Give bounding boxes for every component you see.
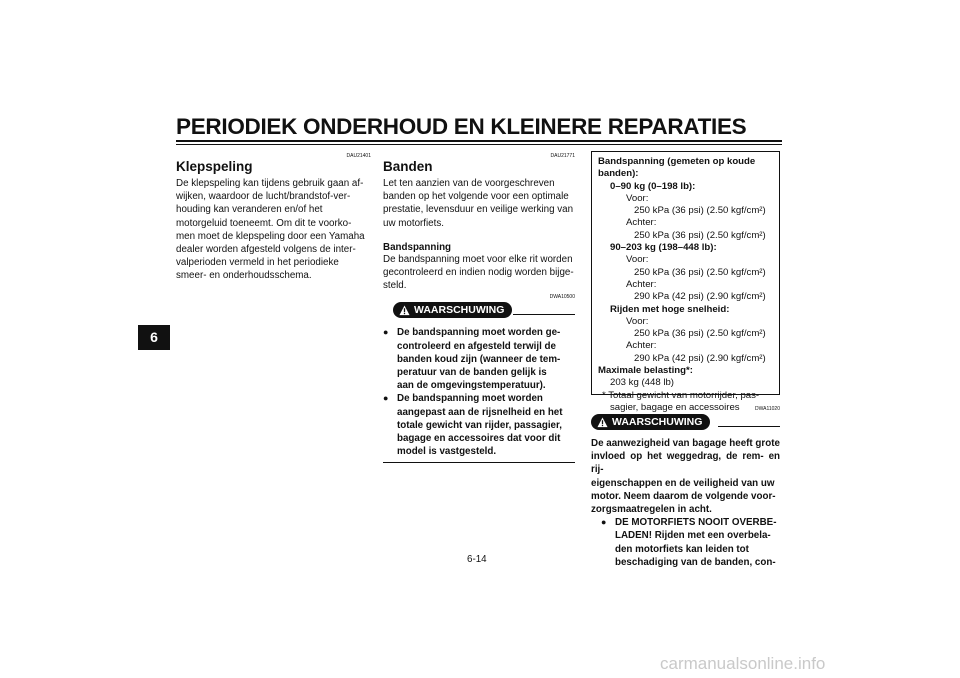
pressure-value: 290 kPa (42 psi) (2.90 kgf/cm²): [634, 352, 766, 364]
bullet-dot-icon: ●: [383, 393, 389, 404]
max-load-label: Maximale belasting*:: [598, 365, 693, 377]
text-line: De aanwezigheid van bagage heeft grote: [591, 438, 780, 449]
text-line: eigenschappen en de veiligheid van uw: [591, 477, 775, 489]
footnote: * Totaal gewicht van motorrijder, pas-: [602, 389, 760, 401]
text-line: De klepspeling kan tijdens gebruik gaan af-: [176, 178, 364, 189]
text-line: gecontroleerd en indien nodig worden bijge-: [383, 267, 574, 279]
text-line: prestatie, levensduur en veilige werking van: [383, 204, 574, 216]
column-1: [176, 153, 371, 283]
rear-label: Achter:: [626, 278, 657, 290]
pressure-value: 250 kPa (36 psi) (2.50 kgf/cm²): [634, 266, 766, 278]
rear-label: Achter:: [626, 340, 657, 352]
paragraph: [176, 177, 371, 283]
text-line: aan de omgevingstemperatuur).: [397, 380, 546, 392]
warning-header: [383, 302, 575, 322]
text-line: uw motorfiets.: [383, 217, 444, 229]
paragraph: [383, 253, 575, 293]
warning-rule: [718, 426, 780, 427]
warning-code: DWA11020: [754, 406, 780, 412]
box-title: banden):: [598, 168, 639, 180]
subheading: Bandspanning: [383, 241, 452, 253]
section-heading: Banden: [383, 159, 433, 174]
text-line: Let ten aanzien van de voorgeschreven: [383, 178, 555, 189]
front-label: Voor:: [626, 254, 649, 266]
column-3-warning: [591, 406, 780, 569]
text-line: houding kan veranderen en/of het: [176, 204, 323, 216]
text-line: invloed op het weggedrag, de rem- en rij-: [591, 451, 780, 476]
text-line: controleerd en afgesteld terwijl de: [397, 340, 556, 352]
text-line: banden koud zijn (wanneer de tem-: [397, 353, 561, 365]
load-range: Rijden met hoge snelheid:: [610, 303, 730, 315]
warning-badge: [591, 414, 710, 430]
text-line: totale gewicht van rijder, passagier,: [397, 419, 562, 431]
pressure-value: 290 kPa (42 psi) (2.90 kgf/cm²): [634, 291, 766, 303]
text-line: bagage en accessoires dat voor dit: [397, 433, 561, 445]
text-line: steld.: [383, 280, 407, 292]
text-line: De bandspanning moet voor elke rit worden: [383, 253, 573, 265]
text-line: peratuur van de banden gelijk is: [397, 367, 547, 379]
front-label: Voor:: [626, 192, 649, 204]
text-line: aangepast aan de rijsnelheid en het: [397, 406, 563, 418]
warning-triangle-icon: [399, 305, 410, 316]
bullet-dot-icon: ●: [383, 327, 389, 338]
watermark: carmanualsonline.info: [660, 654, 826, 673]
text-line: dealer worden afgesteld volgens de inter-: [176, 244, 356, 256]
warning-end-rule: [383, 462, 575, 463]
text-line: men moet de klepspeling door een Yamaha: [176, 230, 365, 242]
section-heading: Klepspeling: [176, 159, 253, 174]
text-line: banden op het volgende voor een optimale: [383, 191, 569, 203]
intro-paragraph: [383, 177, 575, 230]
warning-rule: [513, 314, 575, 315]
page-title: PERIODIEK ONDERHOUD EN KLEINERE REPARATIES: [176, 114, 747, 139]
text-line: De bandspanning moet worden ge-: [397, 327, 561, 339]
text-line: motor. Neem daarom de volgende voor-: [591, 490, 776, 502]
footnote: sagier, bagage en accessoires: [610, 401, 740, 413]
header-rule-thin: [176, 144, 782, 145]
pressure-value: 250 kPa (36 psi) (2.50 kgf/cm²): [634, 229, 766, 241]
warning-badge: [393, 302, 512, 318]
rear-label: Achter:: [626, 217, 657, 229]
pressure-value: 250 kPa (36 psi) (2.50 kgf/cm²): [634, 205, 766, 217]
load-range: 90–203 kg (198–448 lb):: [610, 242, 717, 254]
column-2: [383, 153, 575, 463]
warning-label: WAARSCHUWING: [414, 304, 505, 317]
text-line: beschadiging van de banden, con-: [615, 556, 776, 568]
box-title: Bandspanning (gemeten op koude: [598, 156, 756, 167]
warning-label: WAARSCHUWING: [612, 416, 703, 428]
front-label: Voor:: [626, 315, 649, 327]
header-rule: [176, 140, 782, 142]
warning-triangle-icon: [597, 417, 608, 428]
warning-bullet: [591, 516, 780, 569]
warning-bullet: [383, 392, 575, 458]
text-line: De bandspanning moet worden: [397, 393, 543, 405]
max-load-value: 203 kg (448 lb): [610, 377, 674, 389]
warning-code: DWA10500: [549, 294, 575, 301]
warning-header: [591, 414, 780, 434]
text-line: DE MOTORFIETS NOOIT OVERBE-: [615, 517, 777, 529]
load-range: 0–90 kg (0–198 lb):: [610, 180, 696, 192]
text-line: motorgeluid toeneemt. Om dit te voorko-: [176, 217, 352, 229]
page-number: 6-14: [467, 554, 487, 565]
text-line: LADEN! Rijden met een overbela-: [615, 530, 771, 542]
section-code: DAU21401: [346, 153, 371, 159]
text-line: model is vastgesteld.: [397, 446, 497, 458]
bullet-dot-icon: ●: [601, 517, 607, 528]
chapter-tab: 6: [138, 325, 170, 350]
text-line: valperioden vermeld in het periodieke: [176, 257, 339, 269]
text-line: wijken, waardoor de lucht/brandstof-ver-: [176, 191, 351, 203]
pressure-value: 250 kPa (36 psi) (2.50 kgf/cm²): [634, 328, 766, 340]
text-line: den motorfiets kan leiden tot: [615, 543, 749, 555]
text-line: smeer- en onderhoudsschema.: [176, 270, 312, 282]
section-code: DAU21771: [550, 153, 575, 159]
warning-text: [591, 437, 780, 516]
warning-bullet: [383, 326, 575, 392]
text-line: zorgsmaatregelen in acht.: [591, 504, 712, 516]
